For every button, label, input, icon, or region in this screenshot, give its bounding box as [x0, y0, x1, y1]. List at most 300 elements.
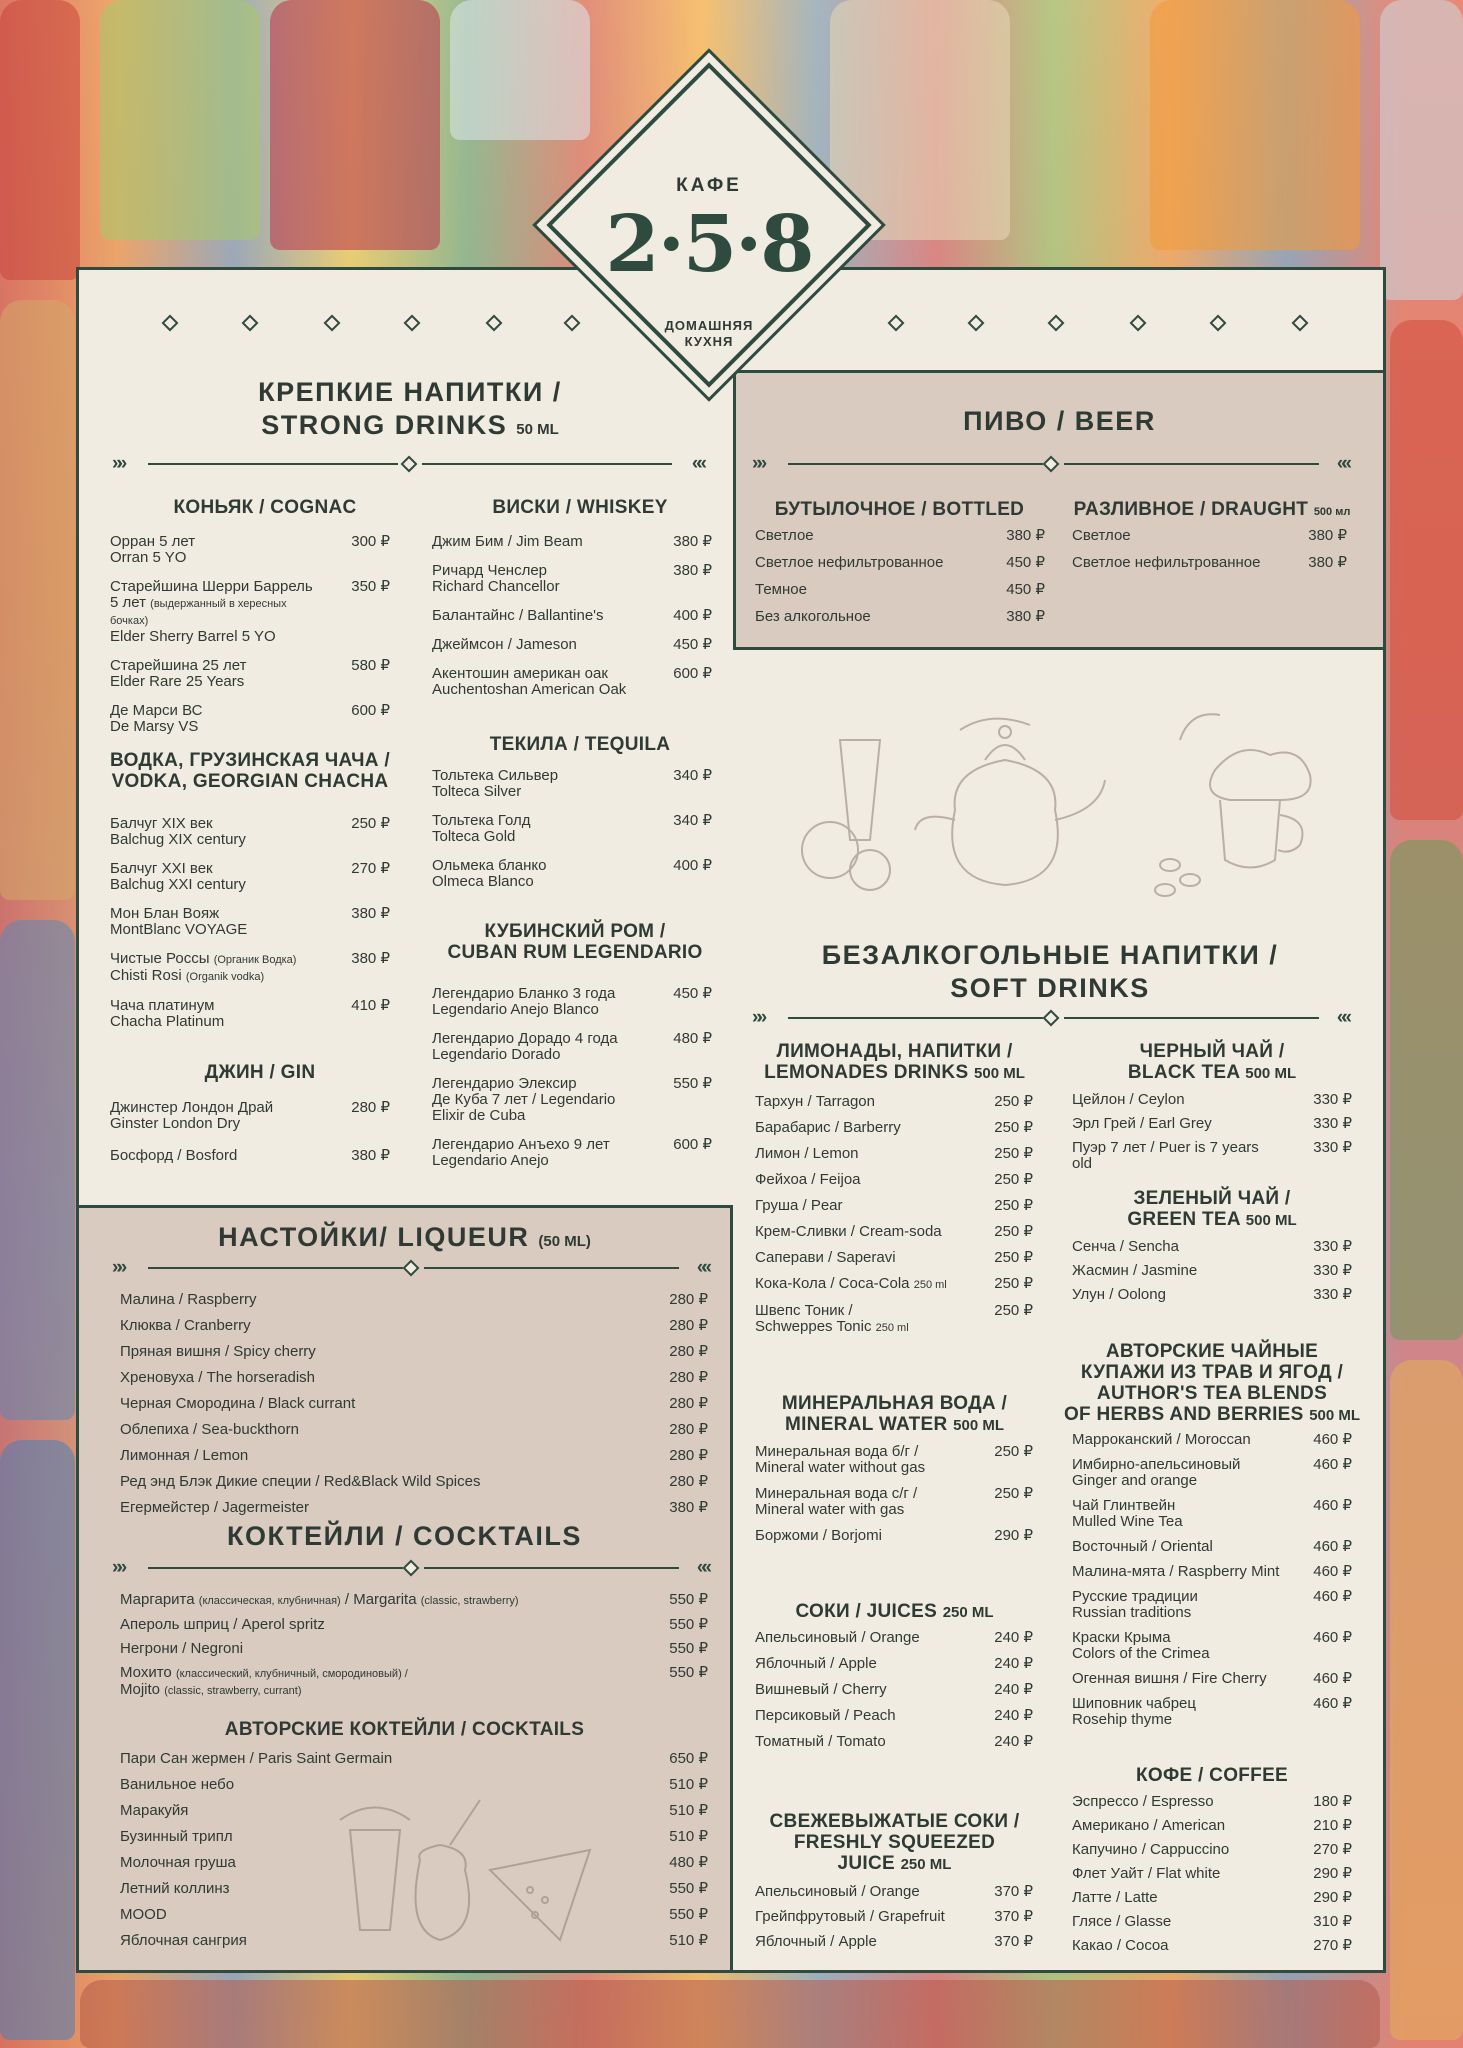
menu-item: [120, 1474, 708, 1490]
item-text: Легендарио Дорадо 4 года Legendario Dorado: [432, 1030, 618, 1063]
menu-item: [755, 528, 1045, 544]
item-price: 250 ₽: [351, 815, 390, 832]
menu-item: [755, 1172, 1033, 1188]
item-price: 600 ₽: [673, 665, 712, 682]
item-text: Босфорд / Bosford: [110, 1147, 238, 1164]
item-note: 250 ml: [875, 1322, 909, 1334]
item-price: 480 ₽: [669, 1854, 708, 1871]
menu-item: [120, 1592, 708, 1609]
menu-item: [120, 1617, 708, 1633]
item-text: Сенча / Sencha: [1072, 1238, 1179, 1255]
menu-item: [755, 1120, 1033, 1136]
item-text: Кока-Кола / Coca-Cola: [755, 1275, 910, 1292]
item-text: / Margarita: [344, 1591, 417, 1608]
menu-item: [1072, 1842, 1352, 1858]
item-price: 250 ₽: [994, 1485, 1033, 1502]
item-text: MOOD: [120, 1906, 167, 1923]
item-text: Джим Бим / Jim Beam: [432, 533, 583, 550]
item-name: [110, 816, 390, 848]
menu-item: [120, 1751, 708, 1767]
item-price: 380 ₽: [1006, 608, 1045, 625]
item-name: [755, 1528, 1033, 1544]
item-text: Джеймсон / Jameson: [432, 636, 577, 653]
item-price: 270 ₽: [351, 860, 390, 877]
item-name: [755, 1276, 1033, 1293]
item-price: 600 ₽: [351, 702, 390, 719]
item-text: Персиковый / Peach: [755, 1707, 896, 1724]
item-name: [120, 1474, 708, 1490]
item-price: 280 ₽: [669, 1395, 708, 1412]
item-text: Чача платинум Chacha Platinum: [110, 997, 225, 1030]
item-name: [120, 1344, 708, 1360]
item-text: Старейшина Шерри Баррель 5 лет: [110, 578, 313, 611]
item-name: [1072, 1589, 1352, 1621]
item-name: [110, 579, 390, 645]
item-price: 350 ₽: [351, 578, 390, 595]
item-price: 460 ₽: [1313, 1431, 1352, 1448]
item-text: Русские традиции Russian traditions: [1072, 1588, 1198, 1621]
item-price: 330 ₽: [1313, 1091, 1352, 1108]
item-name: [432, 1076, 712, 1124]
item-price: 280 ₽: [669, 1343, 708, 1360]
vodka-title: ВОДКА, ГРУЗИНСКАЯ ЧАЧА / VODKA, GEORGIAN CHACHA: [110, 750, 390, 792]
item-price: 330 ₽: [1313, 1286, 1352, 1303]
item-price: 330 ₽: [1313, 1115, 1352, 1132]
liqueur-title: НАСТОЙКИ/ LIQUEUR (50 ML): [218, 1222, 591, 1252]
item-price: 380 ₽: [673, 562, 712, 579]
draught-list: [1072, 528, 1347, 582]
item-text: Пари Сан жермен / Paris Saint Germain: [120, 1750, 393, 1767]
item-name: [120, 1318, 708, 1334]
menu-item: [1072, 1564, 1352, 1580]
item-price: 550 ₽: [669, 1640, 708, 1657]
item-text: Латте / Latte: [1072, 1889, 1158, 1906]
item-note: (классическая, клубничная): [198, 1595, 341, 1607]
menu-item: [432, 1137, 712, 1169]
menu-item: [432, 1076, 712, 1124]
item-price: 460 ₽: [1313, 1497, 1352, 1514]
item-text: Боржоми / Borjomi: [755, 1527, 882, 1544]
item-price: 510 ₽: [669, 1802, 708, 1819]
item-name: [755, 1734, 1033, 1750]
fresh-list: [755, 1884, 1033, 1959]
item-price: 380 ₽: [673, 533, 712, 550]
menu-item: [1072, 1938, 1352, 1954]
item-price: 270 ₽: [1313, 1937, 1352, 1954]
author-tea-title: АВТОРСКИЕ ЧАЙНЫЕ КУПАЖИ ИЗ ТРАВ И ЯГОД / AUTHOR'S TEA BLENDS OF HERBS AND BERRIES 500 ML: [1063, 1341, 1361, 1425]
item-name: [110, 534, 390, 566]
item-price: 280 ₽: [669, 1447, 708, 1464]
item-text: Темное: [755, 581, 807, 598]
item-price: 550 ₽: [669, 1880, 708, 1897]
juices-list: [755, 1630, 1033, 1760]
item-name: [755, 1146, 1033, 1162]
black-tea-title: ЧЕРНЫЙ ЧАЙ / BLACK TEA 500 ML: [1127, 1041, 1297, 1083]
soft-drinks-title: БЕЗАЛКОГОЛЬНЫЕ НАПИТКИ / SOFT DRINKS: [821, 940, 1279, 1003]
menu-item: [755, 1528, 1033, 1544]
item-name: [432, 1031, 712, 1063]
menu-item: [1072, 1116, 1352, 1132]
item-name: [755, 1884, 1033, 1900]
item-text: Джинстер Лондон Драй Ginster London Dry: [110, 1099, 274, 1132]
menu-item: [755, 1630, 1033, 1646]
menu-item: [120, 1318, 708, 1334]
item-text: Егермейстер / Jagermeister: [120, 1499, 309, 1516]
item-price: 550 ₽: [673, 1075, 712, 1092]
menu-item: [120, 1370, 708, 1386]
item-text: Старейшина 25 лет Elder Rare 25 Years: [110, 657, 247, 690]
item-price: 550 ₽: [669, 1591, 708, 1608]
item-name: [755, 1224, 1033, 1240]
item-text: Светлое: [1072, 527, 1131, 544]
menu-item: [755, 1934, 1033, 1950]
draught-title: РАЗЛИВНОЕ / DRAUGHT 500 мл: [1073, 499, 1351, 520]
item-name: [1072, 1116, 1352, 1132]
item-price: 280 ₽: [669, 1473, 708, 1490]
item-name: [432, 768, 712, 800]
item-price: 330 ₽: [1313, 1262, 1352, 1279]
item-text: Имбирно-апельсиновый Ginger and orange: [1072, 1456, 1241, 1489]
item-text: Швепс Тоник / Schweppes Tonic: [755, 1302, 872, 1335]
item-name: [120, 1422, 708, 1438]
menu-item: [432, 563, 712, 595]
item-price: 290 ₽: [1313, 1865, 1352, 1882]
item-name: [432, 1137, 712, 1169]
menu-item: [1072, 555, 1347, 571]
item-price: 280 ₽: [669, 1317, 708, 1334]
item-price: 270 ₽: [1313, 1841, 1352, 1858]
item-price: 460 ₽: [1313, 1456, 1352, 1473]
item-text: Молочная груша: [120, 1854, 236, 1871]
liqueur-list: [120, 1292, 708, 1526]
menu-item: [755, 1884, 1033, 1900]
item-price: 280 ₽: [669, 1291, 708, 1308]
item-price: 240 ₽: [994, 1655, 1033, 1672]
item-price: 340 ₽: [673, 812, 712, 829]
item-price: 450 ₽: [673, 985, 712, 1002]
menu-item: [432, 534, 712, 550]
item-text: Восточный / Oriental: [1072, 1538, 1213, 1555]
item-name: [120, 1592, 708, 1609]
divider-beer: »» ««: [752, 453, 1346, 474]
item-text: Барабарис / Barberry: [755, 1119, 901, 1136]
menu-item: [110, 534, 390, 566]
item-price: 380 ₽: [351, 905, 390, 922]
item-price: 460 ₽: [1313, 1670, 1352, 1687]
item-name: [1072, 1866, 1352, 1882]
item-note: 250 ml: [913, 1279, 947, 1291]
menu-item: [755, 1486, 1033, 1518]
menu-item: [110, 951, 390, 985]
menu-item: [1072, 1457, 1352, 1489]
item-price: 240 ₽: [994, 1629, 1033, 1646]
item-text: Черная Смородина / Black currant: [120, 1395, 356, 1412]
item-text: Минеральная вода б/г / Mineral water without gas: [755, 1443, 926, 1476]
item-name: [1072, 1432, 1352, 1448]
item-price: 510 ₽: [669, 1776, 708, 1793]
item-text: Малина-мята / Raspberry Mint: [1072, 1563, 1280, 1580]
item-name: [755, 1198, 1033, 1214]
item-name: [432, 813, 712, 845]
menu-item: [755, 1734, 1033, 1750]
item-price: 340 ₽: [673, 767, 712, 784]
divider-cocktails: »» ««: [112, 1557, 706, 1578]
logo-cafe: КАФЕ: [676, 175, 742, 196]
item-text: Яблочный / Apple: [755, 1655, 877, 1672]
menu-item: [1072, 1589, 1352, 1621]
item-text: Чистые Россы: [110, 950, 210, 967]
item-name: [110, 998, 390, 1030]
menu-item: [755, 1250, 1033, 1266]
item-text: Летний коллинз: [120, 1880, 230, 1897]
menu-item: [755, 1276, 1033, 1293]
item-text: Лимон / Lemon: [755, 1145, 859, 1162]
item-text: Светлое: [755, 527, 814, 544]
item-text: Грейпфрутовый / Grapefruit: [755, 1908, 945, 1925]
item-text: Ред энд Блэк Дикие специи / Red&Black Wild Spices: [120, 1473, 481, 1490]
item-text: Томатный / Tomato: [755, 1733, 886, 1750]
item-text: Какао / Cocoa: [1072, 1937, 1169, 1954]
menu-item: [1072, 1890, 1352, 1906]
item-price: 550 ₽: [669, 1616, 708, 1633]
item-name: [1072, 528, 1347, 544]
item-text: Балчуг XIX век Balchug XIX century: [110, 815, 246, 848]
item-name: [1072, 555, 1347, 571]
menu-item: [120, 1665, 708, 1699]
menu-item: [1072, 1287, 1352, 1303]
item-name: [1072, 1239, 1352, 1255]
menu-item: [120, 1396, 708, 1412]
menu-item: [432, 813, 712, 845]
cocktail-sketch-illustration: [330, 1790, 610, 1950]
menu-item: [1072, 1866, 1352, 1882]
logo-subtitle: ДОМАШНЯЯ КУХНЯ: [664, 318, 754, 349]
item-name: [120, 1751, 708, 1767]
item-name: [755, 1172, 1033, 1188]
item-text: Апельсиновый / Orange: [755, 1883, 920, 1900]
drinks-sketch-illustration: [770, 700, 1330, 920]
item-price: 460 ₽: [1313, 1563, 1352, 1580]
gin-list: [110, 1100, 390, 1180]
item-name: [1072, 1914, 1352, 1930]
item-note: (Органик Водка): [213, 954, 297, 966]
item-price: 580 ₽: [351, 657, 390, 674]
bottled-title: БУТЫЛОЧНОЕ / BOTTLED: [774, 499, 1025, 520]
item-name: [120, 1641, 708, 1657]
item-text: Chisti Rosi: [110, 967, 182, 984]
menu-item: [110, 579, 390, 645]
item-text: Акентошин американ оак Auchentoshan American Oak: [432, 665, 627, 698]
item-text: Ванильное небо: [120, 1776, 235, 1793]
item-note: (classic, strawberry, currant): [164, 1685, 302, 1697]
fresh-title: СВЕЖЕВЫЖАТЫЕ СОКИ / FRESHLY SQUEEZED JUICE 250 ML: [769, 1811, 1020, 1874]
item-price: 250 ₽: [994, 1443, 1033, 1460]
menu-item: [755, 582, 1045, 598]
beer-title: ПИВО / BEER: [963, 406, 1156, 436]
item-name: [755, 582, 1045, 598]
gin-title: ДЖИН / GIN: [204, 1062, 316, 1083]
item-text: Балчуг XXI век Balchug XXI century: [110, 860, 246, 893]
item-name: [120, 1665, 708, 1699]
item-name: [432, 608, 712, 624]
green-tea-title: ЗЕЛЕНЫЙ ЧАЙ / GREEN TEA 500 ML: [1127, 1188, 1297, 1230]
juices-title: СОКИ / JUICES 250 ML: [795, 1601, 994, 1622]
item-price: 460 ₽: [1313, 1629, 1352, 1646]
menu-item: [755, 1303, 1033, 1336]
item-text: Цейлон / Ceylon: [1072, 1091, 1185, 1108]
item-price: 510 ₽: [669, 1932, 708, 1949]
rum-title: КУБИНСКИЙ РОМ / CUBAN RUM LEGENDARIO: [447, 921, 703, 963]
menu-item: [432, 858, 712, 890]
item-name: [1072, 1457, 1352, 1489]
menu-item: [755, 609, 1045, 625]
menu-item: [120, 1292, 708, 1308]
menu-item: [755, 555, 1045, 571]
menu-item: [1072, 528, 1347, 544]
item-price: 550 ₽: [669, 1906, 708, 1923]
item-price: 250 ₽: [994, 1145, 1033, 1162]
item-text: Балантайнс / Ballantine's: [432, 607, 604, 624]
divider-soft: »» ««: [752, 1007, 1346, 1028]
cocktails-list: [120, 1592, 708, 1707]
item-text: Облепиха / Sea-buckthorn: [120, 1421, 299, 1438]
item-name: [120, 1396, 708, 1412]
menu-item: [1072, 1140, 1352, 1172]
item-text: Фейхоа / Feijoa: [755, 1171, 861, 1188]
item-price: 250 ₽: [994, 1275, 1033, 1292]
menu-item: [432, 986, 712, 1018]
item-name: [755, 1250, 1033, 1266]
item-name: [1072, 1794, 1352, 1810]
item-text: Малина / Raspberry: [120, 1291, 257, 1308]
menu-item: [1072, 1498, 1352, 1530]
item-text: Флет Уайт / Flat white: [1072, 1865, 1221, 1882]
item-price: 460 ₽: [1313, 1588, 1352, 1605]
author-cocktails-title: АВТОРСКИЕ КОКТЕЙЛИ / COCKTAILS: [224, 1719, 585, 1740]
menu-item: [432, 608, 712, 624]
menu-item: [110, 906, 390, 938]
item-name: [1072, 1539, 1352, 1555]
item-name: [110, 703, 390, 735]
item-name: [432, 666, 712, 698]
whiskey-title: ВИСКИ / WHISKEY: [492, 497, 668, 518]
bottled-list: [755, 528, 1045, 636]
item-price: 280 ₽: [669, 1369, 708, 1386]
menu-item: [432, 666, 712, 698]
item-name: [110, 1148, 390, 1164]
menu-item: [110, 861, 390, 893]
item-name: [120, 1292, 708, 1308]
item-name: [432, 563, 712, 595]
item-name: [755, 1934, 1033, 1950]
item-name: [755, 1656, 1033, 1672]
menu-item: [120, 1422, 708, 1438]
menu-item: [432, 637, 712, 653]
item-name: [755, 1120, 1033, 1136]
item-price: 450 ₽: [1006, 581, 1045, 598]
lemonades-list: [755, 1094, 1033, 1346]
item-name: [1072, 1140, 1352, 1172]
item-text: Глясе / Glasse: [1072, 1913, 1172, 1930]
item-text: Mojito: [120, 1681, 161, 1698]
item-text: Американо / American: [1072, 1817, 1226, 1834]
lemonades-title: ЛИМОНАДЫ, НАПИТКИ / LEMONADES DRINKS 500 ML: [764, 1041, 1025, 1083]
item-price: 380 ₽: [1006, 527, 1045, 544]
item-text: Тольтека Сильвер Tolteca Silver: [432, 767, 559, 800]
item-price: 510 ₽: [669, 1828, 708, 1845]
item-name: [755, 1486, 1033, 1518]
item-name: [432, 637, 712, 653]
author-tea-list: [1072, 1432, 1352, 1737]
menu-item: [432, 768, 712, 800]
mineral-title: МИНЕРАЛЬНАЯ ВОДА / MINERAL WATER 500 ML: [781, 1393, 1008, 1435]
menu-item: [755, 1909, 1033, 1925]
menu-item: [755, 1682, 1033, 1698]
item-name: [755, 1708, 1033, 1724]
item-price: 450 ₽: [1006, 554, 1045, 571]
item-text: Огенная вишня / Fire Cherry: [1072, 1670, 1267, 1687]
item-text: Капучино / Cappuccino: [1072, 1841, 1230, 1858]
green-tea-list: [1072, 1239, 1352, 1311]
item-price: 370 ₽: [994, 1883, 1033, 1900]
item-name: [755, 1909, 1033, 1925]
logo-number: 2·5·8: [605, 199, 813, 290]
item-text: Саперави / Saperavi: [755, 1249, 896, 1266]
item-price: 240 ₽: [994, 1681, 1033, 1698]
menu-item: [110, 1100, 390, 1132]
item-text: Тольтека Голд Tolteca Gold: [432, 812, 531, 845]
item-price: 250 ₽: [994, 1119, 1033, 1136]
item-text: Яблочный / Apple: [755, 1933, 877, 1950]
item-text: Эспрессо / Espresso: [1072, 1793, 1214, 1810]
item-text: Светлое нефильтрованное: [755, 554, 944, 571]
item-text: Мохито: [120, 1664, 172, 1681]
menu-item: [110, 1148, 390, 1164]
rum-list: [432, 986, 712, 1182]
item-name: [120, 1370, 708, 1386]
whiskey-list: [432, 534, 712, 711]
item-name: [1072, 1630, 1352, 1662]
menu-item: [120, 1344, 708, 1360]
item-price: 250 ₽: [994, 1249, 1033, 1266]
menu-item: [120, 1448, 708, 1464]
item-price: 310 ₽: [1313, 1913, 1352, 1930]
item-name: [110, 861, 390, 893]
item-price: 380 ₽: [351, 1147, 390, 1164]
item-text: Яблочная сангрия: [120, 1932, 247, 1949]
item-text: Бузинный трипл: [120, 1828, 233, 1845]
item-name: [755, 1094, 1033, 1110]
item-note: (classic, strawberry): [420, 1595, 519, 1607]
item-name: [432, 534, 712, 550]
item-text: Мон Блан Вояж MontBlanc VOYAGE: [110, 905, 248, 938]
item-name: [432, 986, 712, 1018]
item-price: 550 ₽: [669, 1664, 708, 1681]
menu-item: [1072, 1794, 1352, 1810]
tequila-list: [432, 768, 712, 903]
item-price: 250 ₽: [994, 1223, 1033, 1240]
item-name: [1072, 1818, 1352, 1834]
item-name: [120, 1448, 708, 1464]
item-name: [1072, 1696, 1352, 1728]
item-text: Негрони / Negroni: [120, 1640, 244, 1657]
menu-item: [120, 1500, 708, 1516]
item-name: [120, 1500, 708, 1516]
item-text: Жасмин / Jasmine: [1072, 1262, 1198, 1279]
item-note: (классический, клубничный, смородиновый) /: [175, 1668, 408, 1680]
item-price: 380 ₽: [1308, 554, 1347, 571]
item-text: Пряная вишня / Spicy cherry: [120, 1343, 316, 1360]
